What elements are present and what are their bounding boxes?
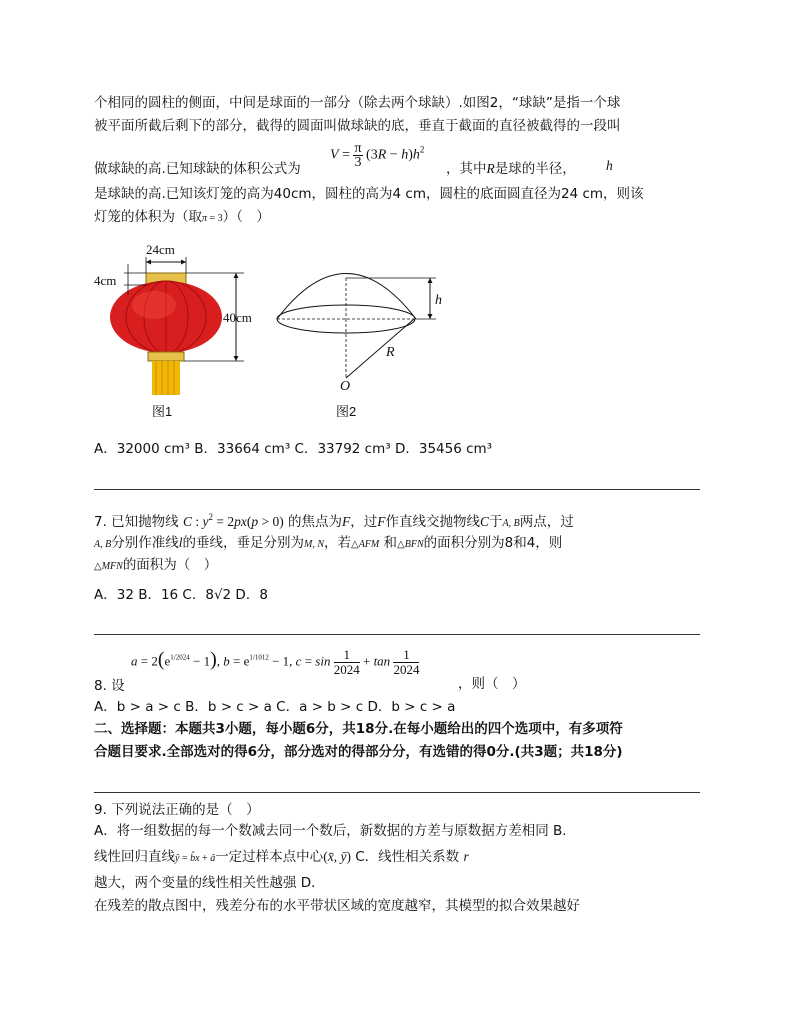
divider-2 [94, 634, 700, 635]
q6-line-5: 灯笼的体积为（取π = 3）（ ） [94, 209, 270, 225]
divider-1 [94, 489, 700, 490]
fig2-O-label: O [340, 379, 351, 394]
q6-line-3-tail: ，其中R是球的半径， [446, 161, 576, 177]
q6-line-1: 个相同的圆柱的侧面，中间是球面的一部分（除去两个球缺）.如图2，“球缺”是指一个球 [94, 95, 621, 111]
fig2-h-label: h [435, 293, 442, 308]
q9-line-1: 9. 下列说法正确的是（ ） [94, 802, 260, 818]
q8-formula: $a = 2(e^{1/2024} - 1)$, $b = e^{1/1012} - 1$, c = sin $\frac{1}{2024}$ + tan $\frac{1}{2024}$ [131, 647, 420, 677]
q9-line-2: A．将一组数据的每一个数减去同一个数后，新数据的方差与原数据方差相同 B． [94, 823, 576, 839]
q8-suffix: ，则（ ） [458, 676, 526, 692]
q7-options: A．32 B．16 C．8√2 D．8 [94, 587, 268, 603]
figures [94, 240, 474, 426]
q7-line-2: A, B分别作准线l的垂线，垂足分别为M, N，若△AFM 和△BFN的面积分别为8和4，则 [94, 535, 563, 551]
fig1-top-label: 24cm [146, 242, 175, 257]
lantern-figure [94, 242, 252, 419]
divider-3 [94, 792, 700, 793]
fig2-caption: 图2 [336, 404, 357, 419]
q6-line-4: 是球缺的高.已知该灯笼的高为40cm，圆柱的高为4 cm，圆柱的底面圆直径为24 cm，则该 [94, 186, 644, 202]
q7-line-3: △MFN的面积为（ ） [94, 557, 218, 573]
q8-options: A．b > a > c B．b > c > a C．a > b > c D．b > c > a [94, 699, 456, 715]
fig1-left-label: 4cm [94, 273, 117, 288]
fig2-R-label: R [386, 345, 395, 360]
h-symbol: h [606, 158, 613, 173]
q9-line-4: 越大，两个变量的线性相关性越强 D． [94, 875, 325, 891]
fig1-right-label: 40cm [223, 310, 252, 325]
section2-line-1: 二、选择题：本题共3小题，每小题6分，共18分.在每小题给出的四个选项中，有多项符 [94, 721, 623, 737]
fig1-caption: 图1 [152, 404, 173, 419]
q9-line-5: 在残差的散点图中，残差分布的水平带状区域的宽度越窄，其模型的拟合效果越好 [94, 898, 580, 914]
q7-line-1: 7. 已知抛物线 C : $y^2 = 2px(p > 0)$ 的焦点为F，过F作直线交抛物线C于A, B两点，过 [94, 512, 574, 530]
spherical-cap-figure [277, 274, 442, 420]
q6-line-2: 被平面所截后剩下的部分，截得的圆面叫做球缺的底，垂直于截面的直径被截得的一段叫 [94, 118, 621, 134]
volume-formula: V = $\frac{\pi}{3}$ $(3R - h)h^2$ [330, 141, 425, 170]
q6-options: A．32000 cm³ B．33664 cm³ C．33792 cm³ D．35456 cm³ [94, 441, 493, 457]
section2-line-2: 合题目要求.全部选对的得6分，部分选对的得部分分，有选错的得0分.(共3题；共18分) [94, 744, 623, 760]
q9-line-3: 线性回归直线ŷ = b̂x + â一定过样本点中心(x̄, ȳ) C．线性相关系数 r [94, 849, 469, 865]
q6-line-3a: 做球缺的高.已知球缺的体积公式为 [94, 161, 301, 177]
q6-line-3 [94, 160, 301, 178]
q8-prefix: 8. 设 [94, 678, 125, 694]
